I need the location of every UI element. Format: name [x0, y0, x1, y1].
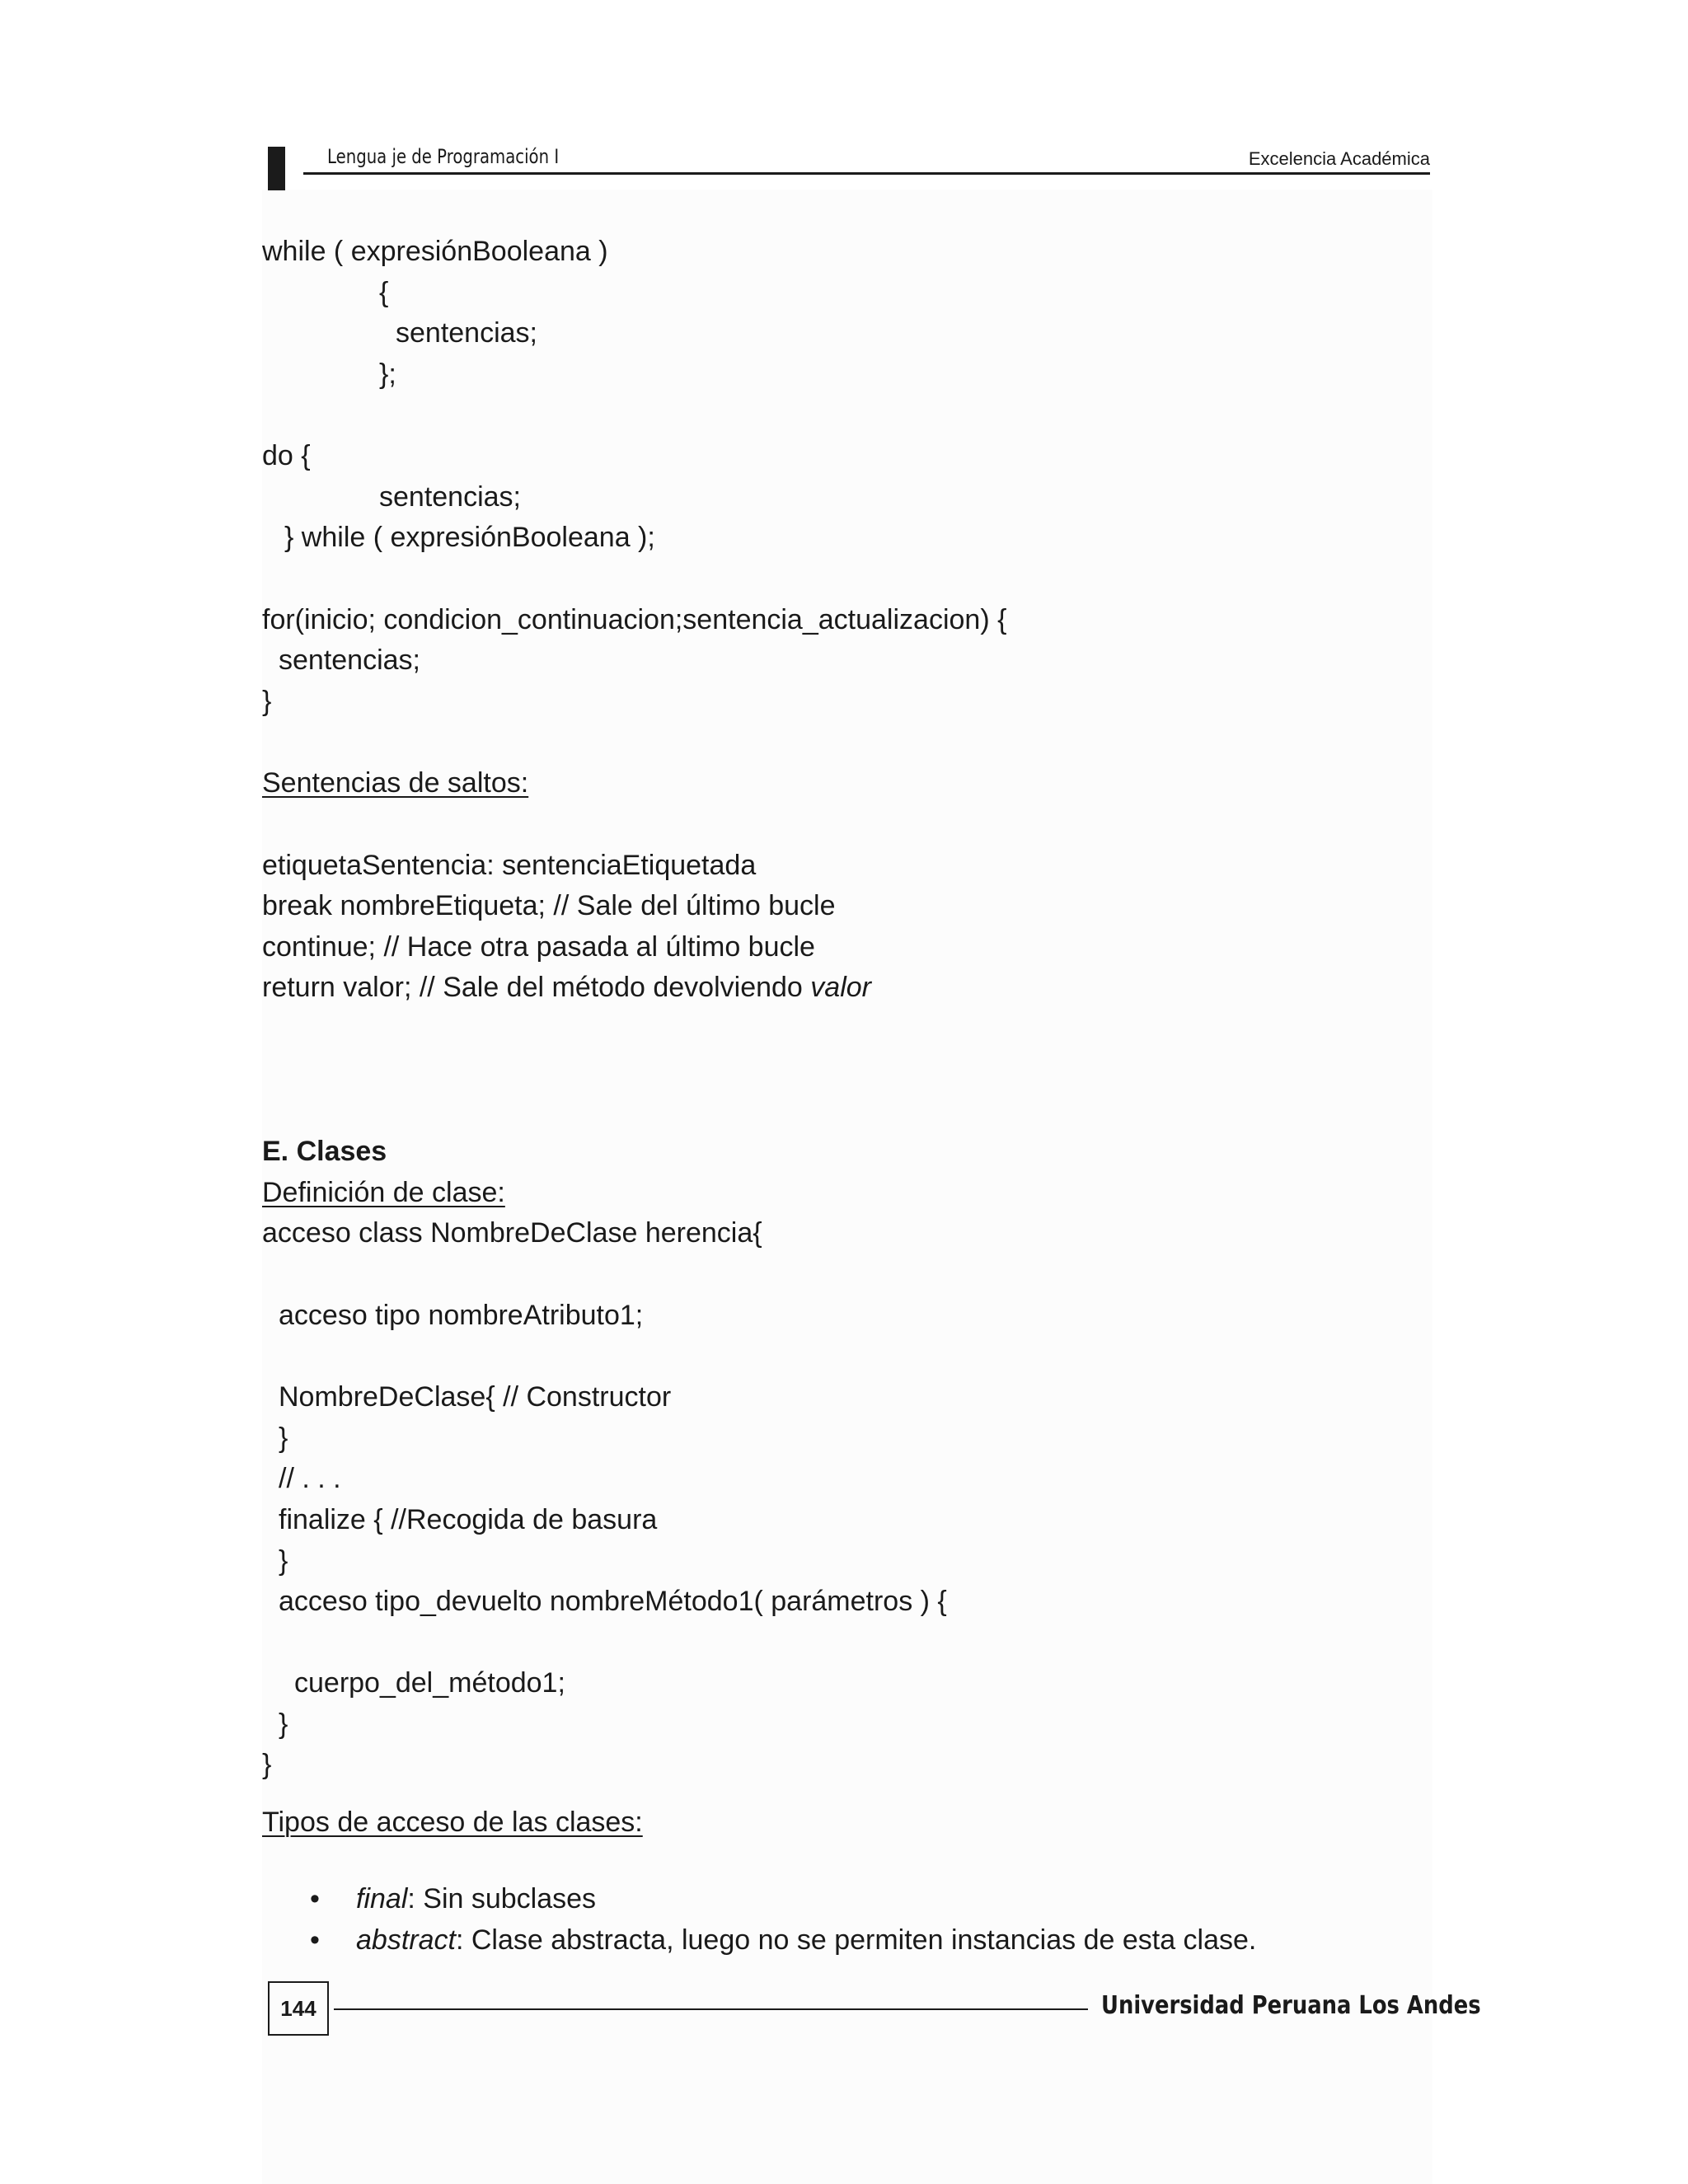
code-line: }: [262, 686, 272, 717]
class-code-line: acceso tipo nombreAtributo1;: [279, 1300, 644, 1331]
class-code-line: }: [262, 1749, 272, 1780]
header-rule: [303, 172, 1430, 175]
code-line: sentencias;: [279, 644, 420, 676]
class-code-line: }: [279, 1708, 288, 1740]
section-title: E. Clases: [262, 1136, 387, 1167]
footer-university: Universidad Peruana Los Andes: [1101, 1991, 1481, 2020]
code-line: sentencias;: [379, 481, 521, 513]
jump-line-italic: valor: [810, 972, 871, 1003]
code-line: for(inicio; condicion_continuacion;sentencia_actualizacion) {: [262, 604, 1007, 635]
jump-line-text: return valor; // Sale del método devolviendo: [262, 972, 803, 1003]
bullet-dot: •: [310, 1924, 320, 1956]
code-line: };: [379, 359, 396, 390]
page-number: 144: [268, 1981, 329, 2036]
class-code-line: }: [279, 1422, 288, 1454]
code-line: } while ( expresiónBooleana );: [284, 522, 655, 553]
class-code-line: cuerpo_del_método1;: [294, 1667, 565, 1699]
access-item: [356, 1924, 1256, 1957]
class-code-line: NombreDeClase{ // Constructor: [279, 1381, 672, 1413]
class-def-heading: Definición de clase:: [262, 1177, 505, 1208]
code-line: while ( expresiónBooleana ): [262, 236, 608, 267]
code-line: sentencias;: [396, 317, 537, 349]
bullet-dot: •: [310, 1883, 320, 1915]
access-desc: : Clase abstracta, luego no se permiten instancias de esta clase.: [455, 1924, 1257, 1956]
class-code-line: acceso tipo_devuelto nombreMétodo1( parámetros ) {: [279, 1586, 947, 1617]
footer-rule: [334, 2008, 1088, 2010]
class-code-line: }: [279, 1545, 288, 1577]
access-term: abstract: [356, 1924, 456, 1956]
class-code-line: acceso class NombreDeClase herencia{: [262, 1217, 762, 1249]
access-desc: : Sin subclases: [407, 1883, 597, 1915]
code-line: do {: [262, 440, 311, 471]
access-term: final: [356, 1883, 408, 1915]
access-item: [356, 1882, 596, 1915]
jump-line: continue; // Hace otra pasada al último bucle: [262, 931, 815, 963]
access-heading: Tipos de acceso de las clases:: [262, 1807, 643, 1838]
jump-line: [262, 971, 871, 1004]
header-marker: [268, 147, 285, 190]
header-tagline: Excelencia Académica: [1248, 148, 1430, 169]
class-code-line: // . . .: [279, 1463, 341, 1494]
header-title: Lengua je de Programación I: [327, 145, 560, 168]
class-code-line: finalize { //Recogida de basura: [279, 1504, 658, 1535]
jump-line: break nombreEtiqueta; // Sale del último bucle: [262, 890, 836, 921]
jump-line: etiquetaSentencia: sentenciaEtiquetada: [262, 850, 757, 881]
code-line: {: [379, 277, 389, 308]
jumps-heading: Sentencias de saltos:: [262, 767, 529, 799]
